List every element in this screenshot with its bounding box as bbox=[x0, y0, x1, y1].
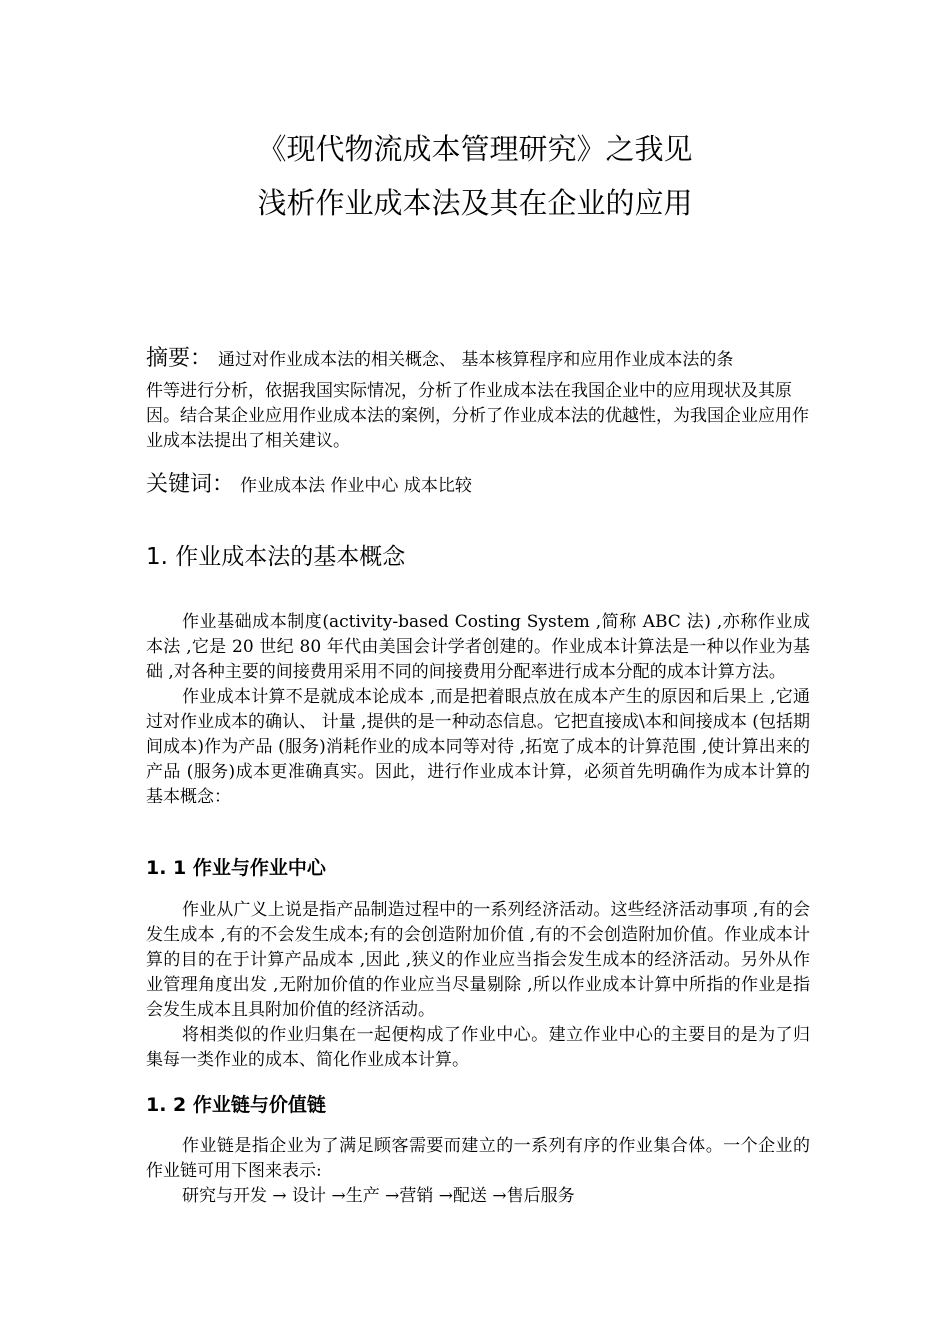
section-1-body bbox=[146, 610, 810, 810]
abstract-label: 摘要： bbox=[146, 346, 213, 371]
document-subtitle: 浅析作业成本法及其在企业的应用 bbox=[257, 186, 693, 220]
keywords-block bbox=[146, 470, 810, 501]
section-1-1-body bbox=[146, 898, 810, 1073]
paragraph: 作业成本计算不是就成本论成本 ,而是把着眼点放在成本产生的原因和后果上 ,它通过对作业成本的确认、 计量 ,提供的是一种动态信息。它把直接成\本和间接成本 (包括期间成本)作为产品 (服务)消耗作业的成本同等对待 ,拓宽了成本的计算范围 ,使计算出来的产品 (服务)成本更准确真实。因此，进行作业成本计算，必须首先明确作为成本计算的基本概念： bbox=[146, 687, 810, 807]
document-title: 《现代物流成本管理研究》之我见 bbox=[257, 132, 693, 166]
keywords-label: 关键词： bbox=[146, 472, 235, 497]
section-1-2-body bbox=[146, 1134, 810, 1209]
abstract-block bbox=[146, 344, 810, 454]
section-1-2-heading: 1. 2 作业链与价值链 bbox=[146, 1094, 326, 1116]
paragraph: 作业基础成本制度(activity-based Costing System ,简称 ABC 法) ,亦称作业成本法 ,它是 20 世纪 80 年代由美国会计学者创建的。作业成本计算法是一种以作业为基础 ,对各种主要的间接费用采用不同的间接费用分配率进行成本分配的成本计算方法。 bbox=[146, 612, 810, 682]
abstract-text-first: 通过对作业成本法的相关概念、 基本核算程序和应用作业成本法的条 bbox=[218, 350, 734, 370]
paragraph: 作业从广义上说是指产品制造过程中的一系列经济活动。这些经济活动事项 ,有的会发生成本 ,有的不会发生成本;有的会创造附加价值 ,有的不会创造附加价值。作业成本计算的目的在于计算产品成本 ,因此 ,狭义的作业应当指会发生成本的经济活动。另外从作业管理角度出发 ,无附加价值的作业应当尽量剔除 ,所以作业成本计算中所指的作业是指会发生成本且具附加价值的经济活动。 bbox=[146, 900, 810, 1020]
abstract-text-rest: 件等进行分析，依据我国实际情况，分析了作业成本法在我国企业中的应用现状及其原因。结合某企业应用作业成本法的案例，分析了作业成本法的优越性，为我国企业应用作业成本法提出了相关建议。 bbox=[146, 381, 809, 451]
section-1-1-heading: 1. 1 作业与作业中心 bbox=[146, 857, 326, 879]
section-1-heading: 1. 作业成本法的基本概念 bbox=[146, 544, 406, 570]
keywords-text: 作业成本法 作业中心 成本比较 bbox=[240, 476, 472, 496]
paragraph: 作业链是指企业为了满足顾客需要而建立的一系列有序的作业集合体。一个企业的作业链可用下图来表示: bbox=[146, 1136, 810, 1181]
activity-chain-line: 研究与开发 → 设计 →生产 →营销 →配送 →售后服务 bbox=[182, 1186, 575, 1206]
paragraph: 将相类似的作业归集在一起便构成了作业中心。建立作业中心的主要目的是为了归集每一类作业的成本、简化作业成本计算。 bbox=[146, 1025, 810, 1070]
